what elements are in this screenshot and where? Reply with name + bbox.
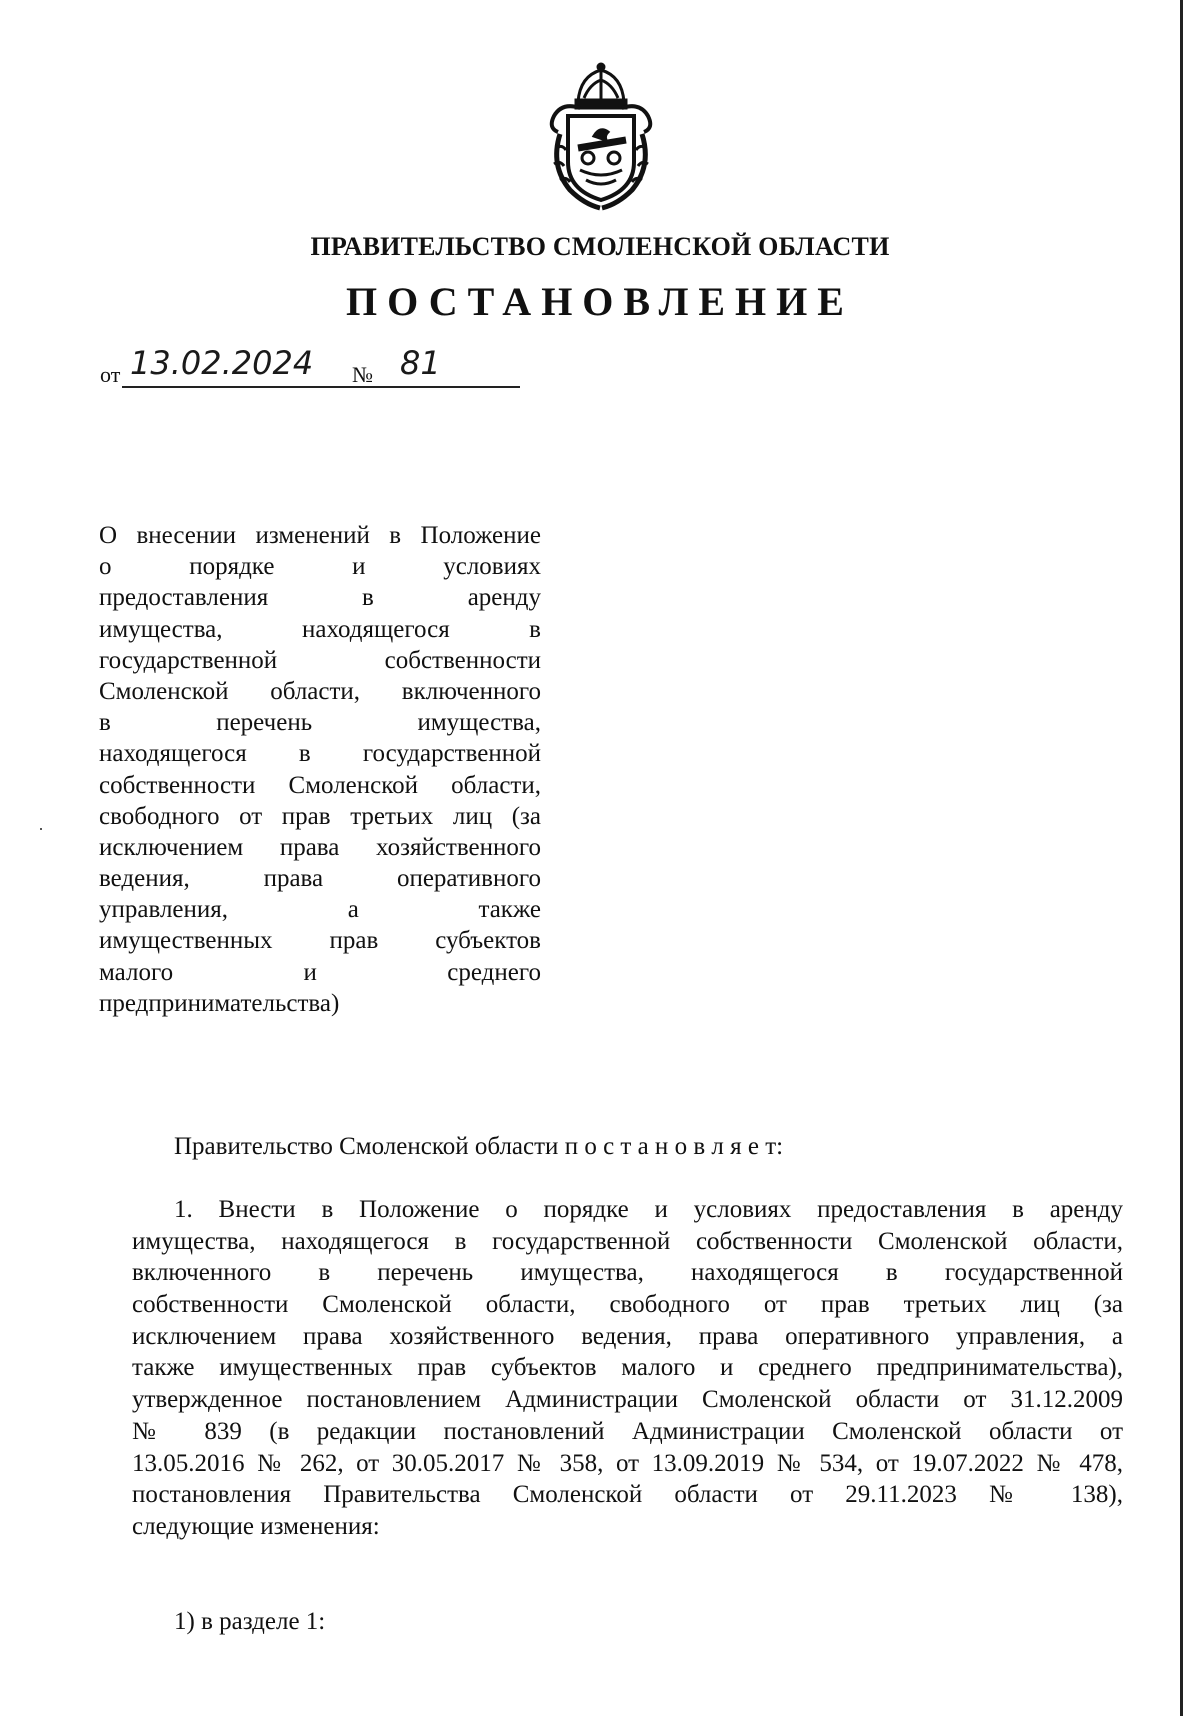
subject-line: ведения, права оперативного: [99, 865, 541, 893]
paragraph-line: следующие изменения:: [132, 1512, 380, 1540]
decree-line: [132, 1131, 1123, 1163]
subitem-1: 1) в разделе 1:: [174, 1608, 326, 1635]
subject-line: О внесении изменений в Положение: [99, 522, 541, 549]
number-underline: [380, 386, 520, 388]
subject-line: Смоленской области, включенного: [99, 677, 541, 705]
subject-line: управления, а также: [99, 896, 541, 924]
number-label: №: [352, 362, 373, 387]
decree-verb: п о с т а н о в л я е т:: [564, 1133, 784, 1160]
subject-line: предоставления в аренду: [99, 584, 541, 612]
subject-line: предпринимательства): [99, 989, 340, 1017]
handwritten-date: 13.02.2024: [130, 344, 314, 382]
subject-line: о порядке и условиях: [99, 553, 541, 581]
paragraph-line: 1. Внести в Положение о порядке и условиях предоставления в аренду: [174, 1196, 1123, 1223]
subject-line: государственной собственности: [99, 646, 541, 674]
decree-prefix: Правительство Смоленской области: [174, 1133, 565, 1160]
subject-line: находящегося в государственной: [99, 740, 541, 768]
paragraph-line: собственности Смоленской области, свободного от прав третьих лиц (за: [132, 1291, 1123, 1319]
paragraph-line: включенного в перечень имущества, находящегося в государственной: [132, 1259, 1123, 1287]
handwritten-number: 81: [400, 344, 441, 382]
paragraph-line: имущества, находящегося в государственной собственности Смоленской области,: [132, 1227, 1123, 1255]
document-type-title: ПОСТАНОВЛЕНИЕ: [346, 279, 854, 324]
subject-line: исключением права хозяйственного: [99, 833, 541, 861]
paragraph-line: № 839 (в редакции постановлений Администрации Смоленской области от: [132, 1417, 1123, 1445]
paragraph-line: 13.05.2016 № 262, от 30.05.2017 № 358, от 13.09.2019 № 534, от 19.07.2022 № 478,: [132, 1449, 1123, 1477]
document-subject: [99, 520, 541, 1019]
paragraph-line: также имущественных прав субъектов малого и среднего предпринимательства),: [132, 1354, 1123, 1382]
paragraph-line: исключением права хозяйственного ведения, права оперативного управления, а: [132, 1322, 1123, 1350]
paragraph-1: [132, 1194, 1123, 1543]
subject-line: свободного от прав третьих лиц (за: [99, 802, 541, 830]
subject-line: собственности Смоленской области,: [99, 771, 541, 799]
subject-line: малого и среднего: [99, 958, 541, 986]
organization-name: ПРАВИТЕЛЬСТВО СМОЛЕНСКОЙ ОБЛАСТИ: [310, 232, 890, 261]
paragraph-line: постановления Правительства Смоленской области от 29.11.2023 № 138),: [132, 1481, 1123, 1509]
subject-line: имущества, находящегося в: [99, 615, 541, 643]
date-from-label: от: [100, 362, 121, 387]
paragraph-line: утвержденное постановлением Администрации Смоленской области от 31.12.2009: [132, 1386, 1123, 1414]
coat-of-arms-emblem: [540, 62, 662, 212]
subject-line: имущественных прав субъектов: [99, 927, 541, 955]
subject-line: в перечень имущества,: [99, 709, 541, 737]
scan-speck: [40, 828, 42, 830]
